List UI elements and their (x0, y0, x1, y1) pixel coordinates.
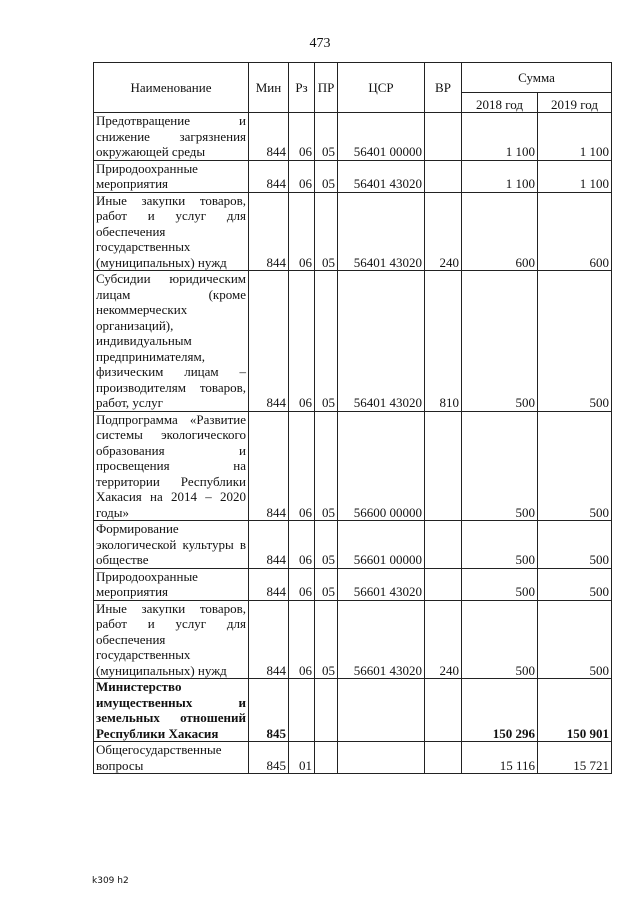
table-row (94, 679, 612, 742)
cell-rz: 06 (289, 271, 315, 412)
header-vr: ВР (425, 63, 462, 113)
cell-csr (338, 742, 425, 774)
table-row (94, 160, 612, 192)
cell-y2019: 15 721 (538, 742, 612, 774)
cell-rz: 06 (289, 192, 315, 271)
table-row (94, 113, 612, 161)
cell-rz: 06 (289, 521, 315, 569)
header-name: Наименование (94, 63, 249, 113)
header-csr: ЦСР (338, 63, 425, 113)
page-number: 473 (309, 36, 331, 51)
cell-min: 844 (249, 600, 289, 679)
cell-name: Общегосударственные вопросы (94, 742, 249, 774)
cell-y2018: 1 100 (462, 160, 538, 192)
cell-min: 844 (249, 411, 289, 521)
cell-min: 844 (249, 192, 289, 271)
cell-name: Иные закупки товаров, работ и услуг для обеспечения государственных (муниципальных) нужд (94, 192, 249, 271)
cell-rz: 06 (289, 113, 315, 161)
cell-vr (425, 113, 462, 161)
table-row (94, 271, 612, 412)
cell-vr (425, 521, 462, 569)
cell-y2018: 500 (462, 600, 538, 679)
cell-pr: 05 (315, 192, 338, 271)
cell-vr (425, 160, 462, 192)
cell-rz: 06 (289, 160, 315, 192)
cell-pr: 05 (315, 411, 338, 521)
cell-pr (315, 679, 338, 742)
table-body (94, 113, 612, 774)
cell-pr: 05 (315, 271, 338, 412)
cell-name: Природоохранные мероприятия (94, 568, 249, 600)
cell-name: Формирование экологической культуры в обществе (94, 521, 249, 569)
table-row (94, 742, 612, 774)
cell-csr (338, 679, 425, 742)
cell-y2019: 150 901 (538, 679, 612, 742)
cell-pr (315, 742, 338, 774)
cell-rz: 06 (289, 411, 315, 521)
cell-y2018: 500 (462, 411, 538, 521)
cell-csr: 56601 00000 (338, 521, 425, 569)
header-pr: ПР (315, 63, 338, 113)
cell-pr: 05 (315, 521, 338, 569)
cell-csr: 56600 00000 (338, 411, 425, 521)
cell-y2019: 600 (538, 192, 612, 271)
header-rz: Рз (289, 63, 315, 113)
cell-name: Иные закупки товаров, работ и услуг для обеспечения государственных (муниципальных) нужд (94, 600, 249, 679)
cell-y2018: 600 (462, 192, 538, 271)
cell-y2019: 1 100 (538, 113, 612, 161)
cell-vr (425, 742, 462, 774)
header-year-2018: 2018 год (462, 93, 538, 113)
cell-csr: 56401 43020 (338, 192, 425, 271)
cell-min: 844 (249, 271, 289, 412)
cell-y2019: 500 (538, 521, 612, 569)
cell-vr: 810 (425, 271, 462, 412)
table-row (94, 521, 612, 569)
cell-name: Подпрограмма «Развитие системы экологического образования и просвещения на территории Республики Хакасия на 2014 – 2020 годы» (94, 411, 249, 521)
cell-csr: 56601 43020 (338, 568, 425, 600)
table-row (94, 192, 612, 271)
cell-csr: 56401 00000 (338, 113, 425, 161)
cell-y2019: 1 100 (538, 160, 612, 192)
table-row (94, 411, 612, 521)
cell-name: Природоохранные мероприятия (94, 160, 249, 192)
cell-vr (425, 411, 462, 521)
cell-rz: 06 (289, 568, 315, 600)
budget-table (93, 62, 612, 774)
cell-vr (425, 679, 462, 742)
cell-rz (289, 679, 315, 742)
cell-y2019: 500 (538, 568, 612, 600)
cell-min: 844 (249, 160, 289, 192)
cell-name: Предотвращение и снижение загрязнения окружающей среды (94, 113, 249, 161)
cell-y2018: 1 100 (462, 113, 538, 161)
header-min: Мин (249, 63, 289, 113)
footer-code: k309 h2 (92, 876, 129, 886)
table-row (94, 600, 612, 679)
cell-y2018: 500 (462, 521, 538, 569)
cell-y2019: 500 (538, 411, 612, 521)
cell-y2018: 150 296 (462, 679, 538, 742)
cell-pr: 05 (315, 113, 338, 161)
cell-y2019: 500 (538, 600, 612, 679)
cell-vr: 240 (425, 192, 462, 271)
cell-min: 844 (249, 521, 289, 569)
cell-csr: 56401 43020 (338, 160, 425, 192)
header-sum: Сумма (462, 63, 612, 93)
cell-vr: 240 (425, 600, 462, 679)
cell-y2018: 500 (462, 271, 538, 412)
cell-min: 844 (249, 113, 289, 161)
cell-pr: 05 (315, 160, 338, 192)
cell-y2019: 500 (538, 271, 612, 412)
cell-rz: 06 (289, 600, 315, 679)
cell-vr (425, 568, 462, 600)
header-year-2019: 2019 год (538, 93, 612, 113)
cell-pr: 05 (315, 600, 338, 679)
cell-name: Субсидии юридическим лицам (кроме некоммерческих организаций), индивидуальным предпринимателям, физическим лицам – производителям товаров, работ, услуг (94, 271, 249, 412)
cell-csr: 56601 43020 (338, 600, 425, 679)
cell-min: 844 (249, 568, 289, 600)
cell-name: Министерство имущественных и земельных отношений Республики Хакасия (94, 679, 249, 742)
cell-y2018: 500 (462, 568, 538, 600)
cell-pr: 05 (315, 568, 338, 600)
cell-csr: 56401 43020 (338, 271, 425, 412)
cell-rz: 01 (289, 742, 315, 774)
table-row (94, 568, 612, 600)
cell-min: 845 (249, 742, 289, 774)
cell-y2018: 15 116 (462, 742, 538, 774)
cell-min: 845 (249, 679, 289, 742)
